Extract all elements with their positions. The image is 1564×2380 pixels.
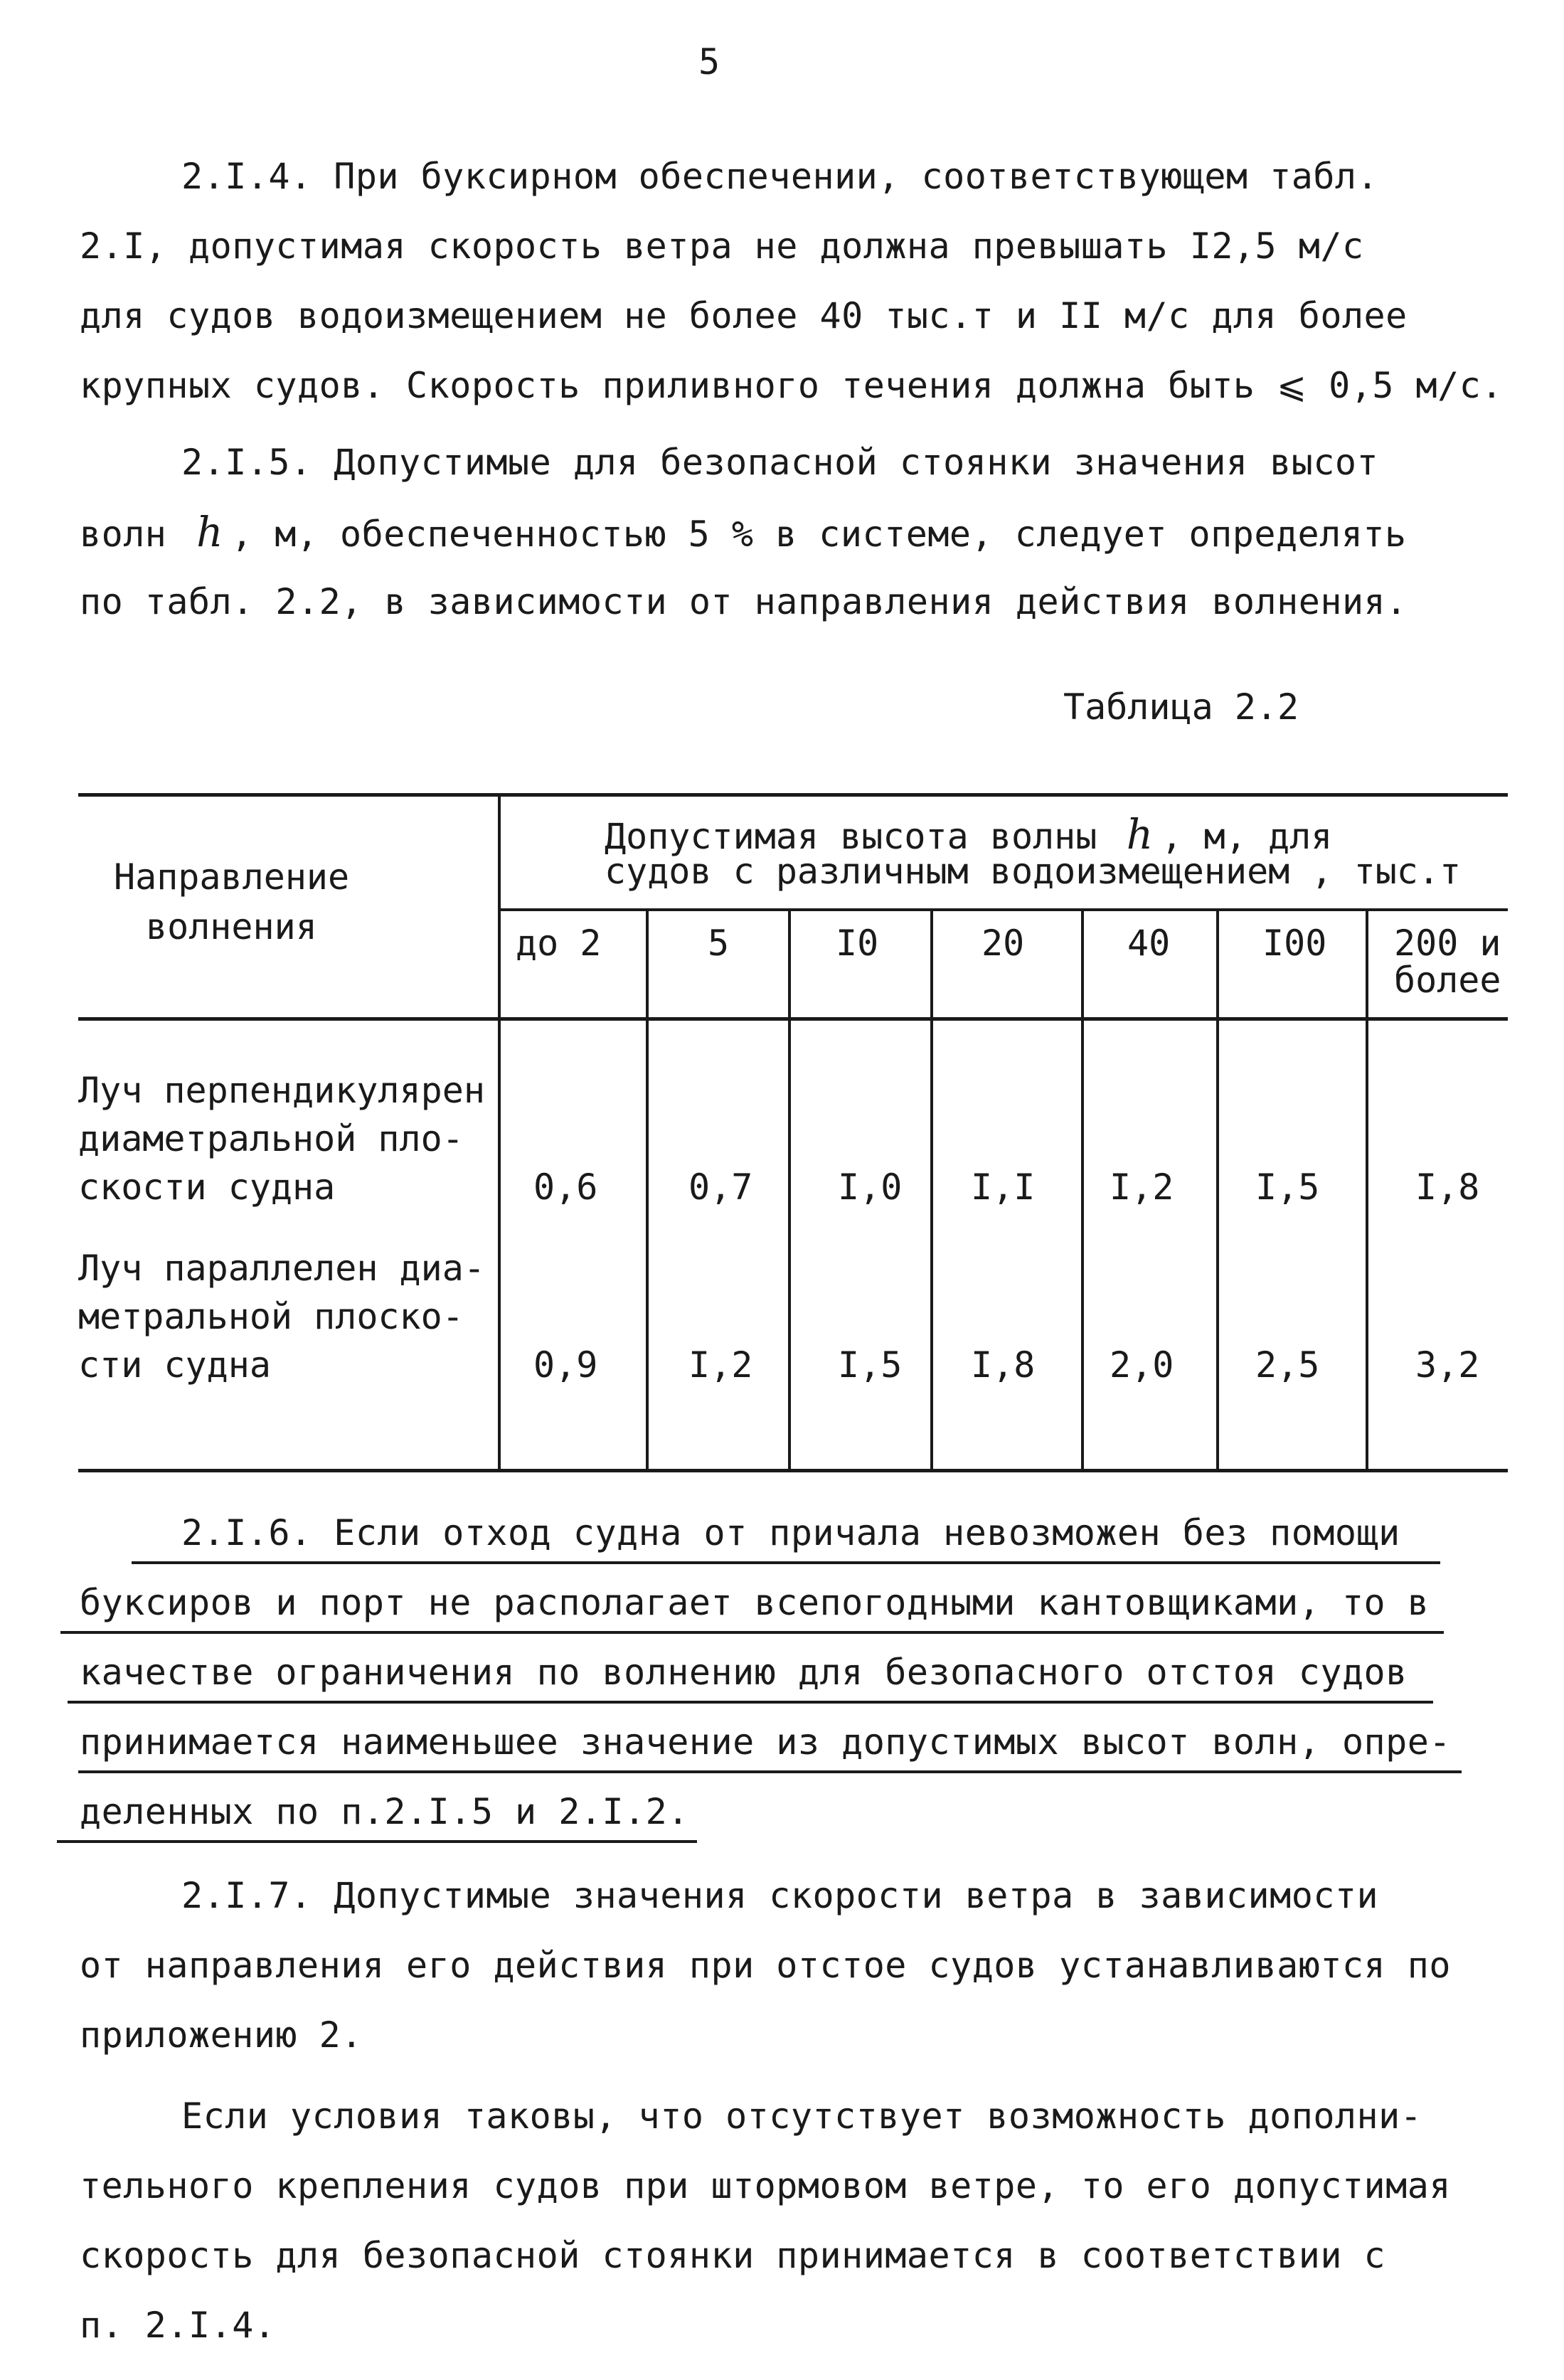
para-216-underline-4 — [78, 1770, 1462, 1773]
header-top-line-2: судов с различным водоизмещением , тыс.т — [605, 851, 1462, 892]
para-217-line-3: приложению 2. — [80, 2014, 363, 2056]
para-217-line-2: от направления его действия при отстое судов устанавливаются по — [80, 1945, 1451, 1986]
para-216-underline-5 — [57, 1840, 697, 1843]
para-final-line-3: скорость для безопасной стоянки принимается в соответствии с — [80, 2235, 1386, 2276]
row-2-value-7: 3,2 — [1415, 1344, 1480, 1386]
table-bottom-rule — [78, 1469, 1508, 1472]
row-2-value-3: I,5 — [838, 1344, 903, 1386]
header-direction-line-2: волнения — [146, 906, 317, 947]
para-214-line-4: крупных судов. Скорость приливного течения должна быть ⩽ 0,5 м/с. — [80, 365, 1503, 406]
table-col-divider-3 — [930, 908, 933, 1472]
col-header-7-line-1: 200 и — [1394, 923, 1501, 964]
col-header-6: I00 — [1262, 923, 1327, 964]
table-col-divider-6 — [1366, 908, 1368, 1472]
para-215-line-3: по табл. 2.2, в зависимости от направления действия волнения. — [80, 581, 1408, 622]
table-col-divider-4 — [1081, 908, 1084, 1472]
row-1-value-4: I,I — [971, 1167, 1036, 1208]
row-2-value-1: 0,9 — [533, 1344, 598, 1386]
header-top-line-1-after: , м, для — [1161, 816, 1333, 857]
wave-height-table — [78, 793, 1508, 1472]
table-col-divider-0 — [498, 793, 501, 1472]
row-1-value-3: I,0 — [838, 1167, 903, 1208]
col-header-2: 5 — [708, 923, 730, 964]
row-2-value-4: I,8 — [971, 1344, 1036, 1386]
table-col-divider-5 — [1216, 908, 1219, 1472]
para-216-underline-3 — [68, 1701, 1433, 1704]
para-215-line-2 — [80, 508, 1407, 556]
para-216-underline-2 — [60, 1631, 1444, 1634]
row-1-label-line-2: диаметральной пло- — [78, 1118, 464, 1159]
col-header-4: 20 — [982, 923, 1025, 964]
col-header-1: до 2 — [516, 923, 602, 964]
para-216-line-1: 2.I.6. Если отход судна от причала невозможен без помощи — [181, 1512, 1400, 1553]
row-2-value-2: I,2 — [688, 1344, 753, 1386]
para-final-line-1: Если условия таковы, что отсутствует возможность дополни- — [181, 2095, 1422, 2137]
para-final-line-4: п. 2.I.4. — [80, 2305, 276, 2346]
para-214-line-1: 2.I.4. При буксирном обеспечении, соответствующем табл. — [181, 156, 1379, 197]
row-1-value-2: 0,7 — [688, 1167, 753, 1208]
row-1-value-7: I,8 — [1415, 1167, 1480, 1208]
para-217-line-1: 2.I.7. Допустимые значения скорости ветра в зависимости — [181, 1875, 1379, 1916]
para-215-line-1: 2.I.5. Допустимые для безопасной стоянки значения высот — [181, 442, 1379, 483]
row-1-value-1: 0,6 — [533, 1167, 598, 1208]
para-216-underline-1 — [132, 1561, 1440, 1564]
wave-height-symbol: h — [196, 508, 223, 556]
col-header-7-line-2: более — [1394, 960, 1501, 1001]
row-1-label-line-1: Луч перпендикулярен — [78, 1070, 485, 1111]
table-col-divider-2 — [788, 908, 791, 1472]
row-1-value-5: I,2 — [1110, 1167, 1174, 1208]
para-214-line-3: для судов водоизмещением не более 40 тыс.т и II м/с для более — [80, 295, 1408, 336]
para-216-line-3: качестве ограничения по волнению для безопасного отстоя судов — [80, 1652, 1408, 1693]
para-216-line-2: буксиров и порт не располагает всепогодными кантовщиками, то в — [80, 1582, 1430, 1623]
para-final-line-2: тельного крепления судов при штормовом ветре, то его допустимая — [80, 2165, 1451, 2206]
row-2-value-5: 2,0 — [1110, 1344, 1174, 1386]
table-top-rule — [78, 793, 1508, 797]
para-215-line-2-after: , м, обеспеченностью 5 % в системе, следует определять — [231, 514, 1407, 555]
row-2-label-line-2: метральной плоско- — [78, 1296, 464, 1337]
row-2-label-line-1: Луч параллелен диа- — [78, 1248, 485, 1289]
page-number: 5 — [698, 41, 720, 83]
para-216-line-4: принимается наименьшее значение из допустимых высот волн, опре- — [80, 1721, 1451, 1763]
row-2-value-6: 2,5 — [1255, 1344, 1320, 1386]
header-wave-height-symbol: h — [1126, 810, 1154, 859]
row-1-label-line-3: скости судна — [78, 1167, 336, 1208]
header-direction-line-1: Направление — [114, 856, 350, 898]
col-header-5: 40 — [1127, 923, 1171, 964]
table-col-divider-1 — [646, 908, 649, 1472]
row-1-value-6: I,5 — [1255, 1167, 1320, 1208]
table-subheader-rule — [498, 908, 1508, 911]
para-214-line-2: 2.I, допустимая скорость ветра не должна превышать I2,5 м/с — [80, 225, 1364, 267]
table-caption: Таблица 2.2 — [1063, 686, 1299, 728]
table-header-rule — [78, 1017, 1508, 1021]
row-2-label-line-3: сти судна — [78, 1344, 271, 1386]
para-216-line-5: деленных по п.2.I.5 и 2.I.2. — [80, 1791, 689, 1832]
para-215-line-2-before: волн — [80, 514, 167, 555]
col-header-3: I0 — [836, 923, 879, 964]
header-top-line-1-text: Допустимая высота волны — [605, 816, 1097, 857]
